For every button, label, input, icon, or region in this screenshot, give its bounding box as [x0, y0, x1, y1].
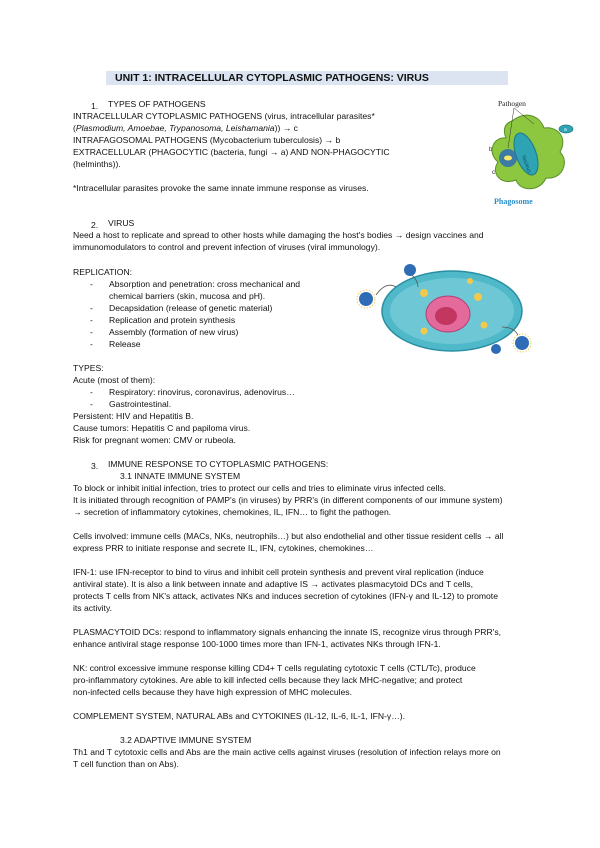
section-heading: VIRUS [108, 218, 135, 228]
subsection-heading: 3.2 ADAPTIVE IMMUNE SYSTEM [120, 735, 252, 745]
text-line: → secretion of inflammatory cytokines, chemokines, IL, IFN… to fight the pathogen. [73, 507, 392, 517]
text-line: Acute (most of them): [73, 375, 156, 385]
list-item: Release [109, 339, 141, 349]
text-line: EXTRACELLULAR (PHAGOCYTIC (bacteria, fungi → a) AND NON-PHAGOCYTIC [73, 147, 390, 157]
text-line: PLASMACYTOID DCs: respond to inflammatory signals enhancing the innate IS, recognize virus through PRR's, [73, 627, 502, 637]
phagocyte-diagram [478, 96, 588, 208]
list-item: chemical barriers (skin, mucosa and pH). [109, 291, 266, 301]
text-line: Cause tumors: Hepatitis C and papiloma virus. [73, 423, 251, 433]
text-line: INTRACELLULAR CYTOPLASMIC PATHOGENS (virus, intracellular parasites* [73, 111, 375, 121]
text-line: T cell function than on Abs). [73, 759, 179, 769]
list-item: Gastrointestinal. [109, 399, 172, 409]
section-number: 1. [91, 101, 99, 111]
list-item: Assembly (formation of new virus) [109, 327, 239, 337]
text-line: its activity. [73, 603, 112, 613]
text-line: enhance antiviral stage response 100-1000 times more than IFN-1, activates NKs through IFN-1. [73, 639, 441, 649]
section-number: 2. [91, 220, 99, 230]
page-title: UNIT 1: INTRACELLULAR CYTOPLASMIC PATHOGENS: VIRUS [106, 71, 508, 85]
viral-replication-diagram [352, 257, 536, 357]
svg-text:a: a [564, 127, 567, 133]
text-line: Risk for pregnant women: CMV or rubeola. [73, 435, 236, 445]
footnote: *Intracellular parasites provoke the same innate immune response as viruses. [73, 183, 369, 193]
svg-text:Pathogen: Pathogen [498, 99, 526, 108]
text-line: Th1 and T cytotoxic cells and Abs are the main active cells against viruses (resolution of infection relays more on [73, 747, 501, 757]
subheading: REPLICATION: [73, 267, 133, 277]
text-line: It is initiated through recognition of PAMP's (in viruses) by PRR's (in different components of our immune system) [73, 495, 503, 505]
text-line: Need a host to replicate and spread to other hosts while damaging the host's bodies → design vaccines and [73, 230, 484, 240]
text-line: Cells involved: immune cells (MACs, NKs, neutrophils…) but also endothelial and other tissue resident cells → all [73, 531, 504, 541]
text-line: express PRR to initiate response and secrete IL, IFN, cytokines, chemokines… [73, 543, 374, 553]
svg-text:Nucleus: Nucleus [520, 154, 532, 174]
text-line: COMPLEMENT SYSTEM, NATURAL ABs and CYTOKINES (IL-12, IL-6, IL-1, IFN-γ…). [73, 711, 406, 721]
section-number: 3. [91, 461, 99, 471]
text-line: NK: control excessive immune response killing CD4+ T cells regulating cytotoxic T cells (CTL/Tc), produce [73, 663, 476, 673]
section-heading: TYPES OF PATHOGENS [108, 99, 206, 109]
text-line: (Plasmodium, Amoebae, Trypanosoma, Leishamania)) → c [73, 123, 298, 133]
text-line: Persistent: HIV and Hepatitis B. [73, 411, 194, 421]
svg-text:b: b [489, 147, 493, 153]
svg-text:c: c [492, 170, 495, 176]
svg-text:Phagosome: Phagosome [494, 197, 533, 206]
text-line: non-infected cells because they have high expression of MHC molecules. [73, 687, 352, 697]
text-line: antiviral state). It is also a link between innate and adaptive IS → activates plasmacytoid DCs and T cells, [73, 579, 473, 589]
text-line: To block or inhibit initial infection, tries to protect our cells and tries to eliminate virus infected cells. [73, 483, 447, 493]
subheading: TYPES: [73, 363, 104, 373]
list-item: Decapsidation (release of genetic material) [109, 303, 273, 313]
text-line: IFN-1: use IFN-receptor to bind to virus and inhibit cell protein synthesis and prevent viral replication (induce [73, 567, 484, 577]
text-line: pro-inflammatory cytokines. Are able to kill infected cells because they lack MHC-negative; and protect [73, 675, 463, 685]
list-item: Absorption and penetration: cross mechanical and [109, 279, 301, 289]
text-line: immunomodulators to control and prevent infection of viruses (viral immunology). [73, 242, 381, 252]
text-line: protects T cells from NK's attack, activates NKs and induces secretion of cytokines (IFN-γ and IL-12) to promote [73, 591, 498, 601]
list-item: Replication and protein synthesis [109, 315, 236, 325]
list-item: Respiratory: rinovirus, coronavirus, adenovirus… [109, 387, 295, 397]
text-line: INTRAFAGOSOMAL PATHOGENS (Mycobacterium tuberculosis) → b [73, 135, 341, 145]
text-line: (helminths)). [73, 159, 121, 169]
subsection-heading: 3.1 INNATE IMMUNE SYSTEM [120, 471, 241, 481]
section-heading: IMMUNE RESPONSE TO CYTOPLASMIC PATHOGENS: [108, 459, 329, 469]
